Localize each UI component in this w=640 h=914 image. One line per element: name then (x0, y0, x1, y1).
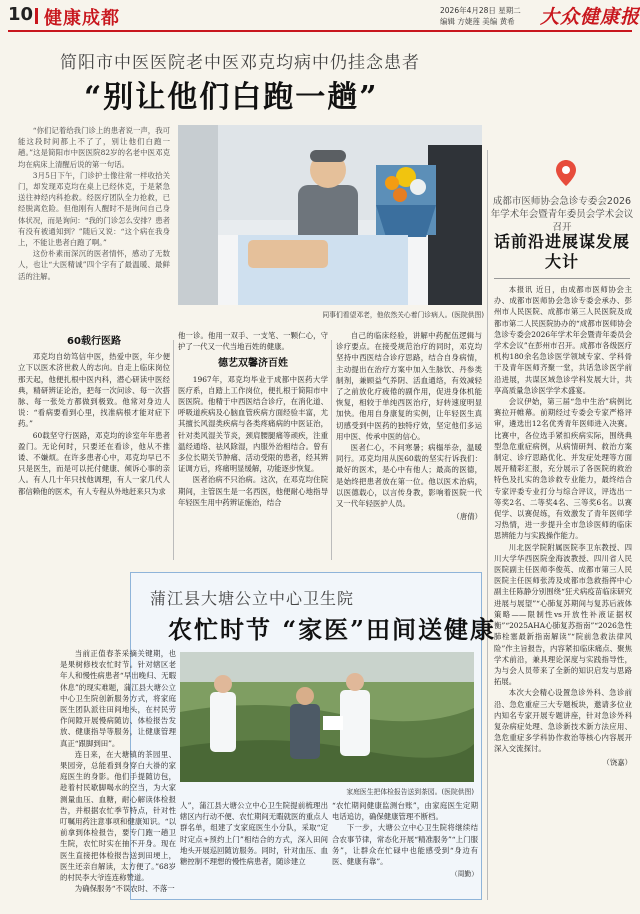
article2-paragraph: 下一步，大塘公立中心卫生院将继续结合农事节律，常态化开展“精准服务”“上门服务”，让群众在忙碌中也能感受到“身边有医、健康有靠”。 (332, 823, 478, 867)
subhead-sixty-years: 60载行医路 (67, 336, 121, 347)
sidebar-kicker: 成都市医师协会急诊专委会2026年学术年会暨青年委员会学术会议召开 (490, 196, 634, 233)
article2-paragraph: “农忙期间健康监测台账”，由家庭医生定期电话追访，确保健康管理不断档。 (332, 801, 478, 822)
masthead-rule (8, 30, 632, 32)
article2-col2 (180, 800, 328, 867)
article2-paragraph: 连日来，在大塘镇的茶园里、果园旁，总能看到身穿白大褂的家庭医生的身影。他们手提随访包，趁着村民歇脚喝水的空当，为大家测量血压、血糖，耐心解读体检报告，并根据农忙季节特点，针对性叮嘱用药注意事项和健康知识。“以前拿到体检报告，要专门跑一趟卫生院，农忙时实在抽不开身。现在医生直接把体检报告送到田埂上，医生还亲自解读，太方便了。”68岁的村民李大爷连连称赞道。 (60, 749, 176, 883)
sidebar-byline: （饶嘉） (602, 757, 632, 767)
article2-byline: （周勤） (450, 870, 478, 879)
lead-paragraph: 3月5日下午，门诊护士像往常一样收拾关门，却发现邓克均在桌上已经休克，于是紧急送往神经内科抢救。经医疗团队全力抢救，已经脱离危险。但他刚有人醒时不是询问自己身体状况，而是询问：“我的门诊怎么安排？患者有没有被通知到？”随后又说：“这个病在我身上，不能让患者白跑了啊。” (18, 170, 170, 248)
lead-paragraph: 这份朴素而深沉的医者情怀，感动了无数人，也让“大医精诚”四个字有了最温暖、最鲜活的注解。 (18, 249, 170, 281)
article2-title: 农忙时节 “家医”田间送健康 (168, 615, 496, 644)
article2-photo-caption: 家庭医生把体检报告送到茶园。(医院供图) (346, 788, 474, 796)
body-paragraph: 邓克均自幼笃信中医，热爱中医，年少便立下以医术济世救人的志向。自走上临床岗位那天起，他便扎根中医内科，潜心研读中医经典，精研辨证论治，把每一次问诊、每一次搭脉、每一张处方都做到极致。他常对身边人说：“看病要看到心里，找准病根才能对症下药。” (18, 352, 170, 429)
body-paragraph: 1967年，邓克均毕业于成都中医药大学医疗系，自踏上工作岗位，便扎根于简阳市中医医院。他精于中西医结合诊疗，在消化道、呼吸道疾病及心脑血管疾病方面经验丰富，尤其擅长风湿类疾病与各类疼痛病的中医证治，针对类风湿关节炎，颈肩腰腿痛等顽疾，注重温经通络、祛风除湿，内服外治相结合。曾有多位长期关节肿痛、活动受限的患者，经其辨证调方后，疼痛明显缓解，功能逐步恢复。 (178, 374, 328, 474)
sidebar-title: 话前沿进展谋发展大计 (493, 232, 630, 271)
article2-kicker: 蒲江县大塘公立中心卫生院 (150, 589, 355, 608)
article2-col3 (332, 800, 478, 880)
subhead-virtue: 德艺双馨济百姓 (218, 358, 288, 370)
article1-body-col2 (178, 330, 328, 508)
masthead (0, 0, 640, 34)
article2-paragraph: 当前正值春茶采摘关键期，也是果树修枝农忙时节。针对辖区老年人和慢性病患者“早出晚归、无暇休息”的现实难题，蒲江县大塘公立中心卫生院创新服务方式，将家庭医生团队派往田间地头，在村民劳作间隙开展慢病随访、体检报告发放、健康指导等服务，让健康管理真正“跟脚到田”。 (60, 649, 176, 748)
article2-paragraph: 为确保服务“不误农时、不落一 (74, 884, 175, 894)
article1-title: “别让他们白跑一趟” (84, 80, 379, 115)
page-number: 10 (8, 4, 34, 25)
section-title: 健康成都 (44, 8, 120, 29)
lead-paragraph: “你们记着给我门诊上的患者说一声，我可能这段时间都上不了了，别让他们白跑一趟。”这是简阳市中医医院82岁的名老中医邓克均在病床上清醒后说的第一句话。 (18, 126, 170, 169)
sidebar-paragraph: 本报讯 近日，由成都市医师协会主办、成都市医师协会急诊专委会承办、彭州市人民医院、成都市第三人民医院及成都市第二人民医院协办的“成都市医师协会急诊专委会2026年学术年会暨青年委员会学术会议”在彭州市召开。成都市各级医疗机构180余名急诊医学领域专家、学科骨干及青年医师齐聚一堂，共话急诊医学前沿进展，共谋区域急诊学科发展大计，共享高质量急诊医学学术盛宴。 (494, 285, 632, 395)
article2-paragraph: 人”，蒲江县大塘公立中心卫生院提前梳理出辖区内行动不便、农忙期间无暇就医的重点人群名单，组建了支家庭医生小分队，采取“定时定点+预约上门”相结合的方式，深入田间地头开展巡回随访服务。同时，针对血压、血糖控制不理想的慢性病患者，随诊建立 (180, 801, 328, 867)
location-pin-icon (556, 160, 576, 186)
article1-byline: （唐倩） (452, 512, 482, 522)
sidebar-title-rule (494, 278, 630, 279)
issue-date: 2026年4月28日 星期二 (440, 6, 521, 15)
sidebar-paragraph: 川北医学院附属医院李卫东教授、四川大学华西医院金海波教授、四川省人民医院副主任医师李俊英、成都市第三人民医院主任医师张涛及成都市急救指挥中心副主任陈静分别围绕“狂犬病疫苗临床研究进展与展望”“心肺复苏期间与复苏后液体策略——限制性vs开放性补液证据权衡”“2025AHA心肺复苏指南”“2026急性肺栓塞最新指南解读”“院前急救法律风险”作主旨报告，内容紧扣临床痛点、聚焦学术前沿，兼具理论深度与实践指导性，为与会人员带来了全新的知识启发与思路拓展。 (494, 542, 632, 687)
article1-body-col1 (18, 330, 170, 497)
sidebar-paragraph: 本次大会精心设置急诊外科、急诊前沿、急危重症三大专题板块，邀请多位业内知名专家开展专题讲座，针对急诊外科复杂病症处理、急诊新技术新方法应用、急危重症多学科协作救治等核心内容展开深入交流探讨。 (494, 688, 632, 754)
article2-photo (180, 652, 474, 782)
article1-body-col3 (336, 330, 482, 522)
sidebar-divider (487, 150, 488, 900)
sidebar-paragraph: 会议伊始，第三届“急中生治”病例比赛拉开帷幕。前期经过专委会专家严格评审，遴选出12名优秀青年医师进入决赛。比赛中，各位选手紧扣疾病实际，围绕典型急危重症病例，从病情研判、救治方案制定、诊疗思路优化、并发症处理等方面展开精彩汇报，充分展示了各医院的救治特色及扎实的急诊救专业能力，最终结合专家评委专业打分与综合评议，评选出一等奖2名、二等奖4名、三等奖6名。以赛促学、以赛促练，有效激发了青年医师学习热情，进一步提升全市急诊医师的临床思辨能力与实践操作能力。 (494, 397, 632, 541)
article1-kicker: 简阳市中医医院老中医邓克均病中仍挂念患者 (60, 53, 420, 73)
paper-logo: 大众健康报 (540, 6, 640, 28)
hospital-visit-illustration (178, 125, 482, 305)
article1-photo (178, 125, 482, 305)
column-divider (331, 340, 332, 560)
issue-meta (440, 5, 521, 27)
page-number-divider (35, 8, 38, 24)
issue-editors: 编辑 方婕莲 美编 黄希 (440, 17, 515, 26)
body-paragraph: 60载坚守行医路，邓克均的诊室年年患者盈门。无论何时，只要还在看诊，他从不推诿、不嫌烦。在许多患者心中，邓克均早已不只是医生，而是可以托付健康、倾诉心事的亲人。有人几十年只找他调理，有人一家几代人都信赖他的医术，有人专程从外地赶来只为求 (18, 430, 170, 496)
article1-photo-caption: 同事们看望邓老，他依然关心着门诊病人。(医院供图) (322, 311, 484, 319)
sidebar-body (494, 284, 632, 768)
tea-field-illustration (180, 652, 474, 782)
column-divider (173, 340, 174, 560)
article2-col1 (60, 648, 176, 894)
article1-lead (18, 125, 170, 282)
body-paragraph: 医者仁心，不问寒暑；病榻举杂，温暖同行。邓克均用从医60载的坚实行诉我们：最好的医术，是心中有他人；最高的医德，是始终把患者放在第一位。他以医术治病，以医德载心，以言传身教，影响着医院一代又一代年轻医护人员。 (336, 443, 482, 509)
body-continuation: 他一诊。他用一双手、一支笔、一颗仁心，守护了一代又一代当地百姓的健康。 (178, 331, 328, 352)
body-paragraph: 自己的临床经验，讲解中药配伍逻辑与诊疗要点。在接受规范治疗的同时，邓克均坚持中西医结合诊疗思路，结合自身病情，主动提出在治疗方案中加入生脉饮、丹参类制剂，兼顾益气养阴、活血通络，有效减轻了之前放化疗疲倦的副作用，促进身体机能恢复，相较于单纯西医治疗，好转速度明显加快。他用自身康复的实例，让年轻医生真切感受到中医药的独特疗效，坚定他们多运用中医、传承中医的信心。 (336, 331, 482, 441)
body-paragraph: 医者治病不只治病。这次，在邓克均住院期间，主管医生是一名西医，他便耐心地指导年轻医生用中药辨证施治，结合 (178, 475, 328, 507)
